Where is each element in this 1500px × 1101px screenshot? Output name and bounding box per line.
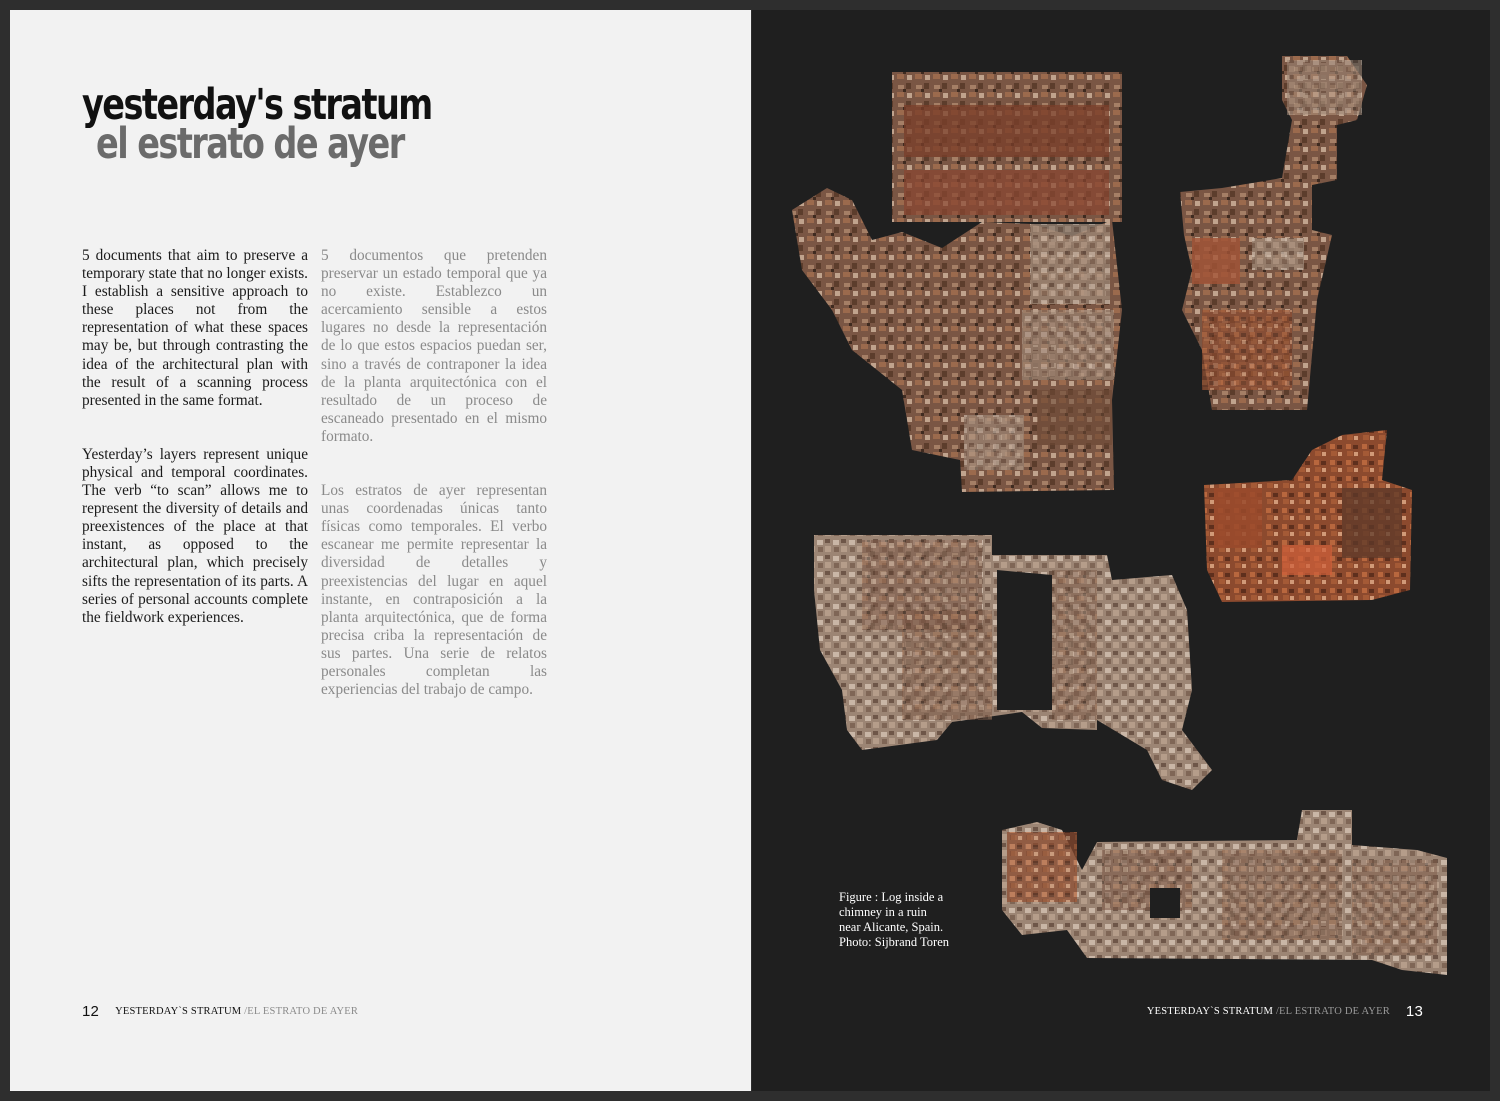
scan-plan-5 — [1002, 810, 1447, 975]
left-page — [10, 10, 751, 1091]
page-number-left: 12 — [82, 1003, 100, 1020]
footer-left — [82, 1003, 358, 1020]
page-number-right: 13 — [1405, 1003, 1423, 1020]
title-english: yesterday's stratum — [82, 80, 432, 130]
spanish-text-column — [321, 247, 547, 735]
spanish-paragraph-1: 5 documentos que pretenden preservar un estado temporal que ya no existe. Establezco un acercamiento sensible a estos lugares no desde la representación de lo que estos espacios puedan ser, sino a través de contraponer la idea de la planta arquitectónica con el resultado de un proceso de escaneado presentado en el mismo formato. — [321, 247, 547, 445]
footer-right — [1147, 1003, 1423, 1020]
running-title-en-right: YESTERDAY`S STRATUM — [1146, 1006, 1274, 1017]
scan-plan-3 — [1204, 430, 1412, 602]
scan-plan-2 — [1180, 56, 1367, 410]
scan-plan-1 — [792, 72, 1122, 492]
figure-caption: Figure : Log inside a chimney in a ruin near Alicante, Spain. Photo: Sijbrand Toren — [839, 890, 950, 949]
english-paragraph-1: 5 documents that aim to preserve a temporary state that no longer exists. I establish a sensitive approach to these places not from the representation of what these spaces may be, but through contrasting the idea of the architectural plan with the result of a scanning process presented in the same format. — [82, 247, 308, 409]
running-title-es-left: /EL ESTRATO DE AYER — [244, 1006, 359, 1017]
english-text-column — [82, 247, 308, 663]
scan-plan-4 — [814, 535, 1212, 790]
title-spanish: el estrato de ayer — [96, 119, 404, 169]
english-paragraph-2: Yesterday’s layers represent unique physical and temporal coordinates. The verb “to scan” allows me to represent the diversity of details and preexistences of the place at that instant, as opposed to the architectural plan, which precisely sifts the representation of its parts. A series of personal accounts complete the fieldwork experiences. — [82, 445, 308, 626]
running-title-es-right: /EL ESTRATO DE AYER — [1275, 1006, 1390, 1017]
running-title-en-left: YESTERDAY`S STRATUM — [115, 1006, 242, 1017]
spanish-paragraph-2: Los estratos de ayer representan unas coordenadas únicas tanto físicas como temporales. El verbo escanear me permite representar la diversidad de detalles y preexistencias del lugar en aquel instante, en contraposición a la planta arquitectónica, que de forma precisa criba la representación de sus partes. Una serie de relatos personales completan las experiencias del trabajo de campo. — [321, 482, 547, 699]
right-page — [752, 10, 1490, 1091]
